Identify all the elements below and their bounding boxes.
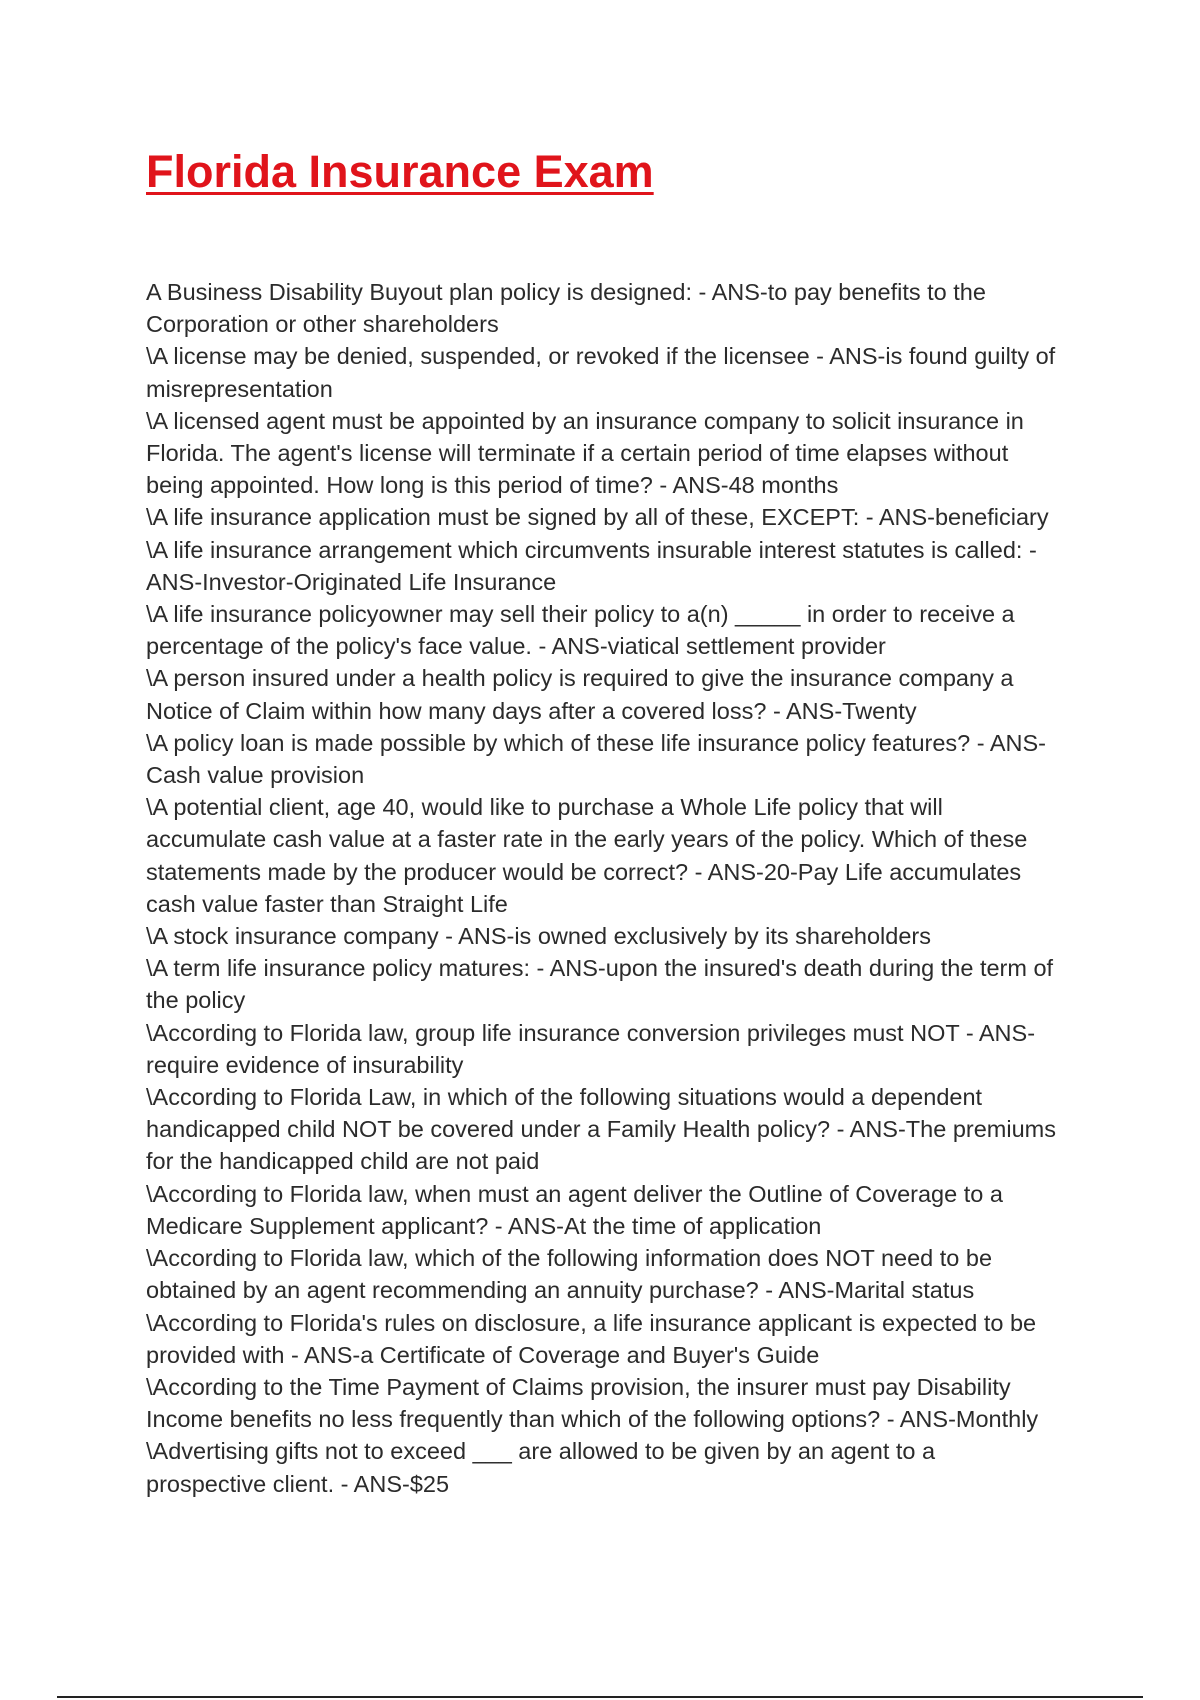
qa-item: \According to the Time Payment of Claims provision, the insurer must pay Disability Income benefits no less frequently than which of the following options? - ANS-Monthly <box>146 1373 1039 1433</box>
qa-item: \A licensed agent must be appointed by an insurance company to solicit insurance in Florida. The agent's license will terminate if a certain period of time elapses without being appointed. How long is this period of time? - ANS-48 months <box>146 407 1024 499</box>
qa-item: \According to Florida law, when must an agent deliver the Outline of Coverage to a Medicare Supplement applicant? - ANS-At the time of application <box>146 1180 1003 1239</box>
qa-item: \A policy loan is made possible by which of these life insurance policy features? - ANS-Cash value provision <box>146 729 1046 789</box>
qa-item: \Advertising gifts not to exceed ___ are allowed to be given by an agent to a prospective client. - ANS-$25 <box>146 1438 936 1497</box>
qa-item: \According to Florida law, which of the following information does NOT need to be obtained by an agent recommending an annuity purchase? - ANS-Marital status <box>146 1245 993 1304</box>
qa-item: \A life insurance application must be signed by all of these, EXCEPT: - ANS-beneficiary <box>146 504 1049 531</box>
page-title: Florida Insurance Exam <box>146 146 654 197</box>
page-divider <box>57 1696 1143 1698</box>
qa-item: \According to Florida's rules on disclosure, a life insurance applicant is expected to be provided with - ANS-a Certificate of Coverage and Buyer's Guide <box>146 1309 1037 1368</box>
qa-item: \A life insurance policyowner may sell their policy to a(n) _____ in order to receive a percentage of the policy's face value. - ANS-viatical settlement provider <box>146 601 1015 660</box>
qa-item: \A potential client, age 40, would like to purchase a Whole Life policy that will accumulate cash value at a faster rate in the early years of the policy. Which of these statements made by the producer would be correct? - ANS-20-Pay Life accumulates cash value faster than Straight Life <box>146 794 1028 917</box>
qa-item: A Business Disability Buyout plan policy is designed: - ANS-to pay benefits to the Corporation or other shareholders <box>146 279 986 338</box>
qa-item: \According to Florida Law, in which of the following situations would a dependent handicapped child NOT be covered under a Family Health policy? - ANS-The premiums for the handicapped child are not paid <box>146 1084 1056 1175</box>
qa-item: \A person insured under a health policy is required to give the insurance company a Notice of Claim within how many days after a covered loss? - ANS-Twenty <box>146 665 1014 724</box>
qa-list <box>146 276 1061 1500</box>
qa-item: \A term life insurance policy matures: - ANS-upon the insured's death during the term of the policy <box>146 955 1054 1014</box>
qa-item: \A life insurance arrangement which circumvents insurable interest statutes is called: - ANS-Investor-Originated Life Insurance <box>146 536 1037 595</box>
qa-item: \A stock insurance company - ANS-is owned exclusively by its shareholders <box>146 923 931 950</box>
qa-item: \A license may be denied, suspended, or revoked if the licensee - ANS-is found guilty of misrepresentation <box>146 343 1056 402</box>
qa-item: \According to Florida law, group life insurance conversion privileges must NOT - ANS-require evidence of insurability <box>146 1019 1036 1078</box>
